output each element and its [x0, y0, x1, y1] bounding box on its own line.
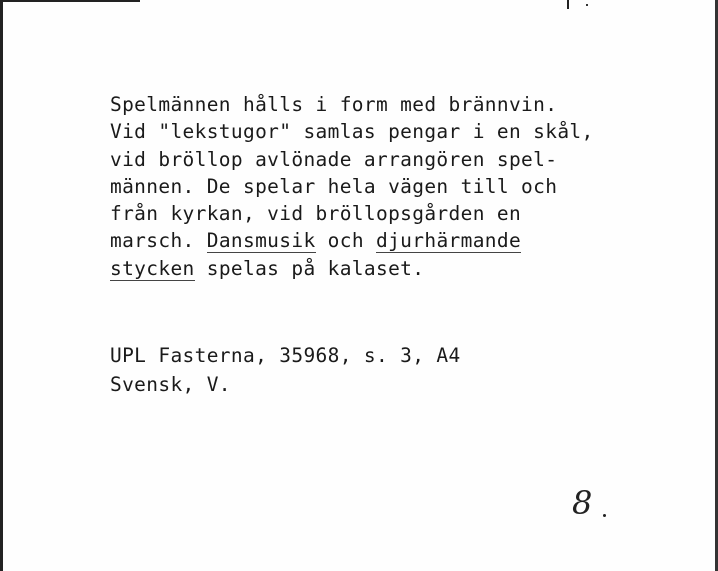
text-line-5: från kyrkan, vid bröllopsgården en	[110, 202, 522, 226]
underlined-word-djurharmande: djurhärmande	[376, 229, 522, 253]
card-top-edge	[0, 0, 140, 2]
source-line-2: Svensk, V.	[110, 373, 231, 396]
line6-before: marsch.	[110, 229, 207, 253]
line6-between: och	[315, 229, 376, 253]
text-line-1: Spelmännen hålls i form med brännvin.	[110, 93, 558, 116]
text-line-2: Vid "lekstugor" samlas pengar i en skål,	[110, 120, 594, 144]
source-reference	[110, 341, 461, 399]
underlined-word-dansmusik: Dansmusik	[206, 229, 316, 253]
text-line-7	[110, 255, 700, 282]
record-text	[110, 91, 700, 282]
text-line-4: männen. De spelar hela vägen till och	[110, 174, 558, 198]
underlined-word-stycken: stycken	[110, 256, 195, 280]
text-line-6	[110, 227, 700, 254]
card-left-edge	[0, 0, 3, 571]
line7-after: spelas på kalaset.	[194, 256, 425, 280]
handwritten-page-number: 8	[572, 484, 593, 522]
top-tick-mark	[567, 0, 569, 9]
text-line-3: vid bröllop avlönade arrangören spel-	[110, 147, 558, 171]
page-number-dot	[603, 514, 606, 517]
source-line-1: UPL Fasterna, 35968, s. 3, A4	[110, 344, 461, 367]
top-tick-dot	[586, 4, 588, 6]
